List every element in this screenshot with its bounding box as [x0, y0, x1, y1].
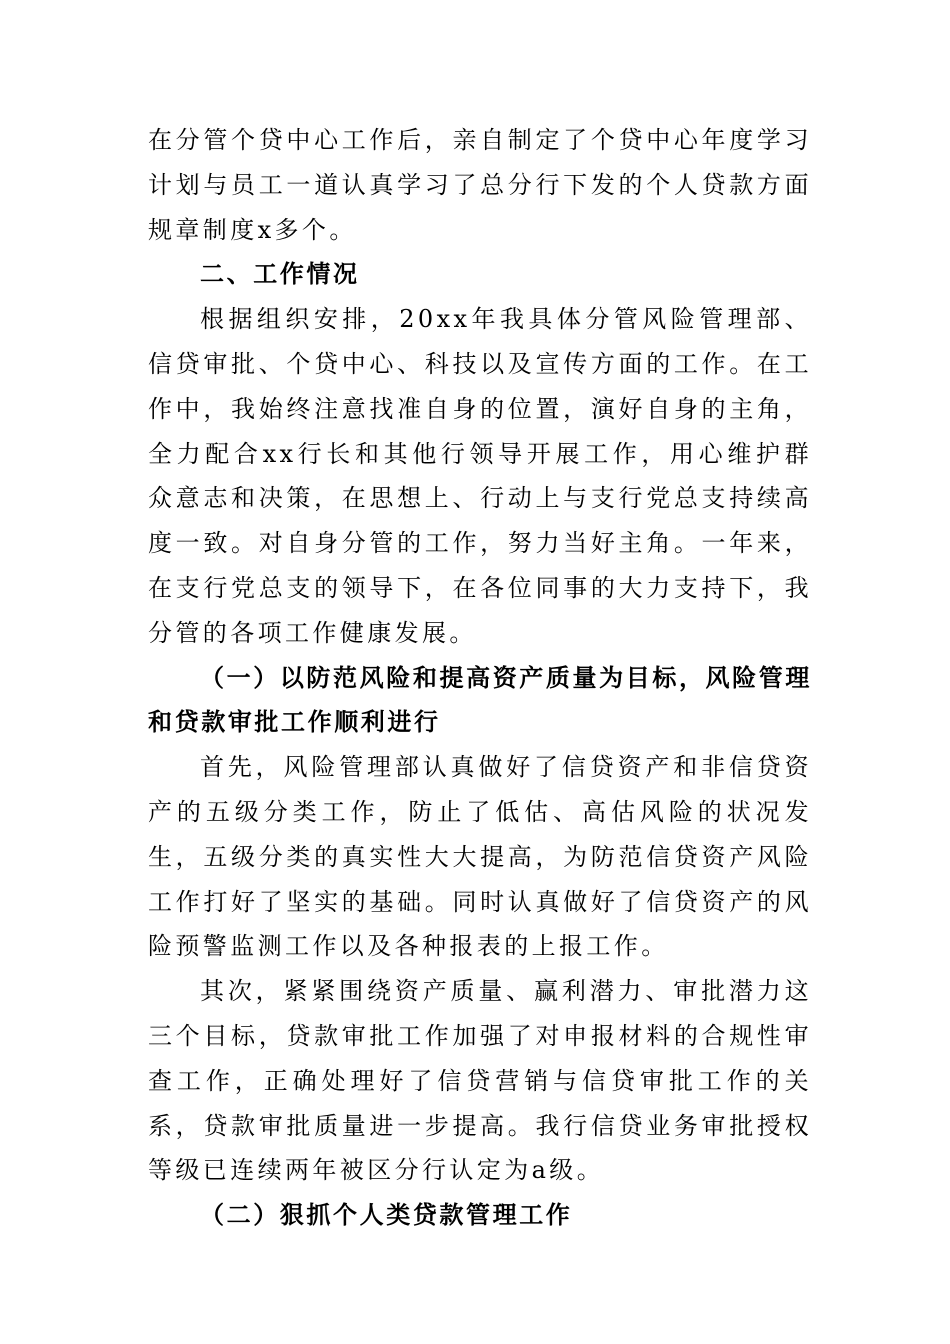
paragraph-loan-approval: 其次，紧紧围绕资产质量、赢利潜力、审批潜力这三个目标，贷款审批工作加强了对申报材料的合规性审查工作，正确处理好了信贷营销与信贷审批工作的关系，贷款审批质量进一步提高。我行信贷业务审批授权等级已连续两年被区分行认定为a级。 [148, 977, 812, 1185]
heading-work-situation: 二、工作情况 [200, 260, 360, 289]
paragraph-study-plan: 在分管个贷中心工作后，亲自制定了个贷中心年度学习计划与员工一道认真学习了总分行下发的个人贷款方面规章制度x多个。 [148, 126, 812, 244]
heading-personal-loans: （二）狠抓个人类贷款管理工作 [200, 1201, 573, 1230]
paragraph-risk-classification: 首先，风险管理部认真做好了信贷资产和非信贷资产的五级分类工作，防止了低估、高估风险的状况发生，五级分类的真实性大大提高，为防范信贷资产风险工作打好了坚实的基础。同时认真做好了信贷资产的风险预警监测工作以及各种报表的上报工作。 [148, 753, 812, 961]
paragraph-work-overview: 根据组织安排，20xx年我具体分管风险管理部、信贷审批、个贷中心、科技以及宣传方面的工作。在工作中，我始终注意找准自身的位置，演好自身的主角，全力配合xx行长和其他行领导开展工作，用心维护群众意志和决策，在思想上、行动上与支行党总支持续高度一致。对自身分管的工作，努力当好主角。一年来，在支行党总支的领导下，在各位同事的大力支持下，我分管的各项工作健康发展。 [148, 305, 812, 647]
document-page [148, 118, 812, 1238]
heading-risk-management: （一）以防范风险和提高资产质量为目标，风险管理和贷款审批工作顺利进行 [148, 663, 812, 737]
